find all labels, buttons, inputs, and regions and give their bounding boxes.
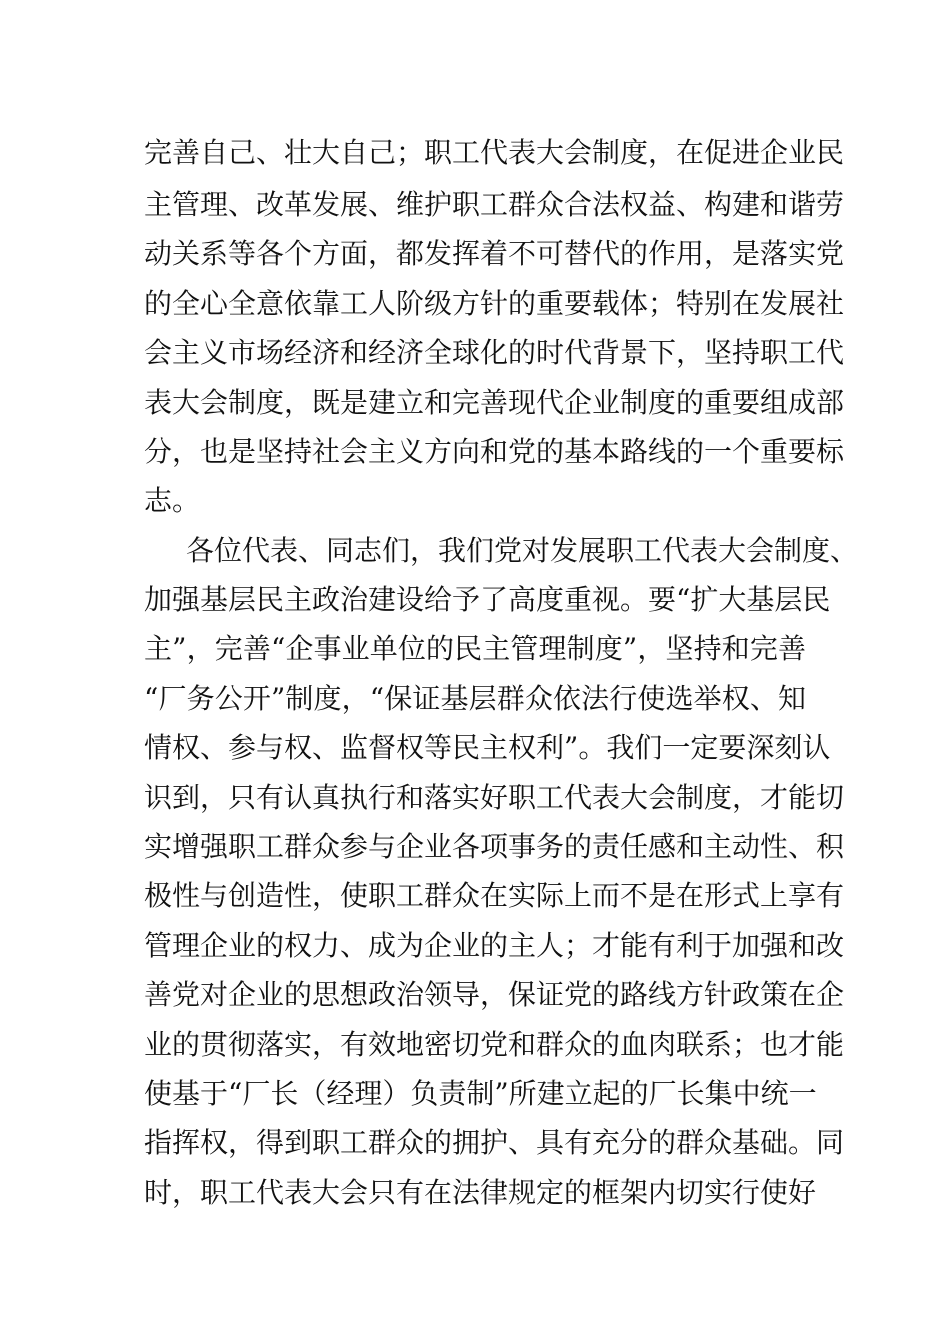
text-line: 表大会制度，既是建立和完善现代企业制度的重要组成部	[144, 386, 845, 419]
text-line: 情权、参与权、监督权等民主权利”。我们一定要深刻认	[144, 731, 831, 764]
text-line: “厂务公开”制度，“保证基层群众依法行使选举权、知	[144, 682, 806, 715]
text-line: 的全心全意依靠工人阶级方针的重要载体；特别在发展社	[144, 287, 845, 320]
text-line: 分，也是坚持社会主义方向和党的基本路线的一个重要标	[144, 435, 845, 468]
text-line: 主管理、改革发展、维护职工群众合法权益、构建和谐劳	[144, 188, 845, 221]
text-line: 管理企业的权力、成为企业的主人；才能有利于加强和改	[144, 929, 845, 962]
text-line: 善党对企业的思想政治领导，保证党的路线方针政策在企	[144, 978, 845, 1011]
text-line: 会主义市场经济和经济全球化的时代背景下，坚持职工代	[144, 336, 845, 369]
text-line: 动关系等各个方面，都发挥着不可替代的作用，是落实党	[144, 237, 845, 270]
text-line: 指挥权，得到职工群众的拥护、具有充分的群众基础。同	[144, 1126, 845, 1159]
text-line: 加强基层民主政治建设给予了高度重视。要“扩大基层民	[144, 583, 831, 616]
text-line: 主”，完善“企事业单位的民主管理制度”，坚持和完善	[144, 632, 806, 665]
text-line: 极性与创造性，使职工群众在实际上而不是在形式上享有	[144, 879, 845, 912]
text-line: 时，职工代表大会只有在法律规定的框架内切实行使好	[144, 1176, 817, 1209]
text-line: 使基于“厂长（经理）负责制”所建立起的厂长集中统一	[144, 1077, 817, 1110]
text-line: 业的贯彻落实，有效地密切党和群众的血肉联系；也才能	[144, 1028, 845, 1061]
text-line: 志。	[144, 484, 201, 517]
text-line: 识到，只有认真执行和落实好职工代表大会制度，才能切	[144, 781, 845, 814]
text-line: 完善自己、壮大自己；职工代表大会制度，在促进企业民	[144, 136, 845, 169]
text-line: 实增强职工群众参与企业各项事务的责任感和主动性、积	[144, 830, 845, 863]
text-line: 各位代表、同志们，我们党对发展职工代表大会制度、	[186, 534, 859, 567]
